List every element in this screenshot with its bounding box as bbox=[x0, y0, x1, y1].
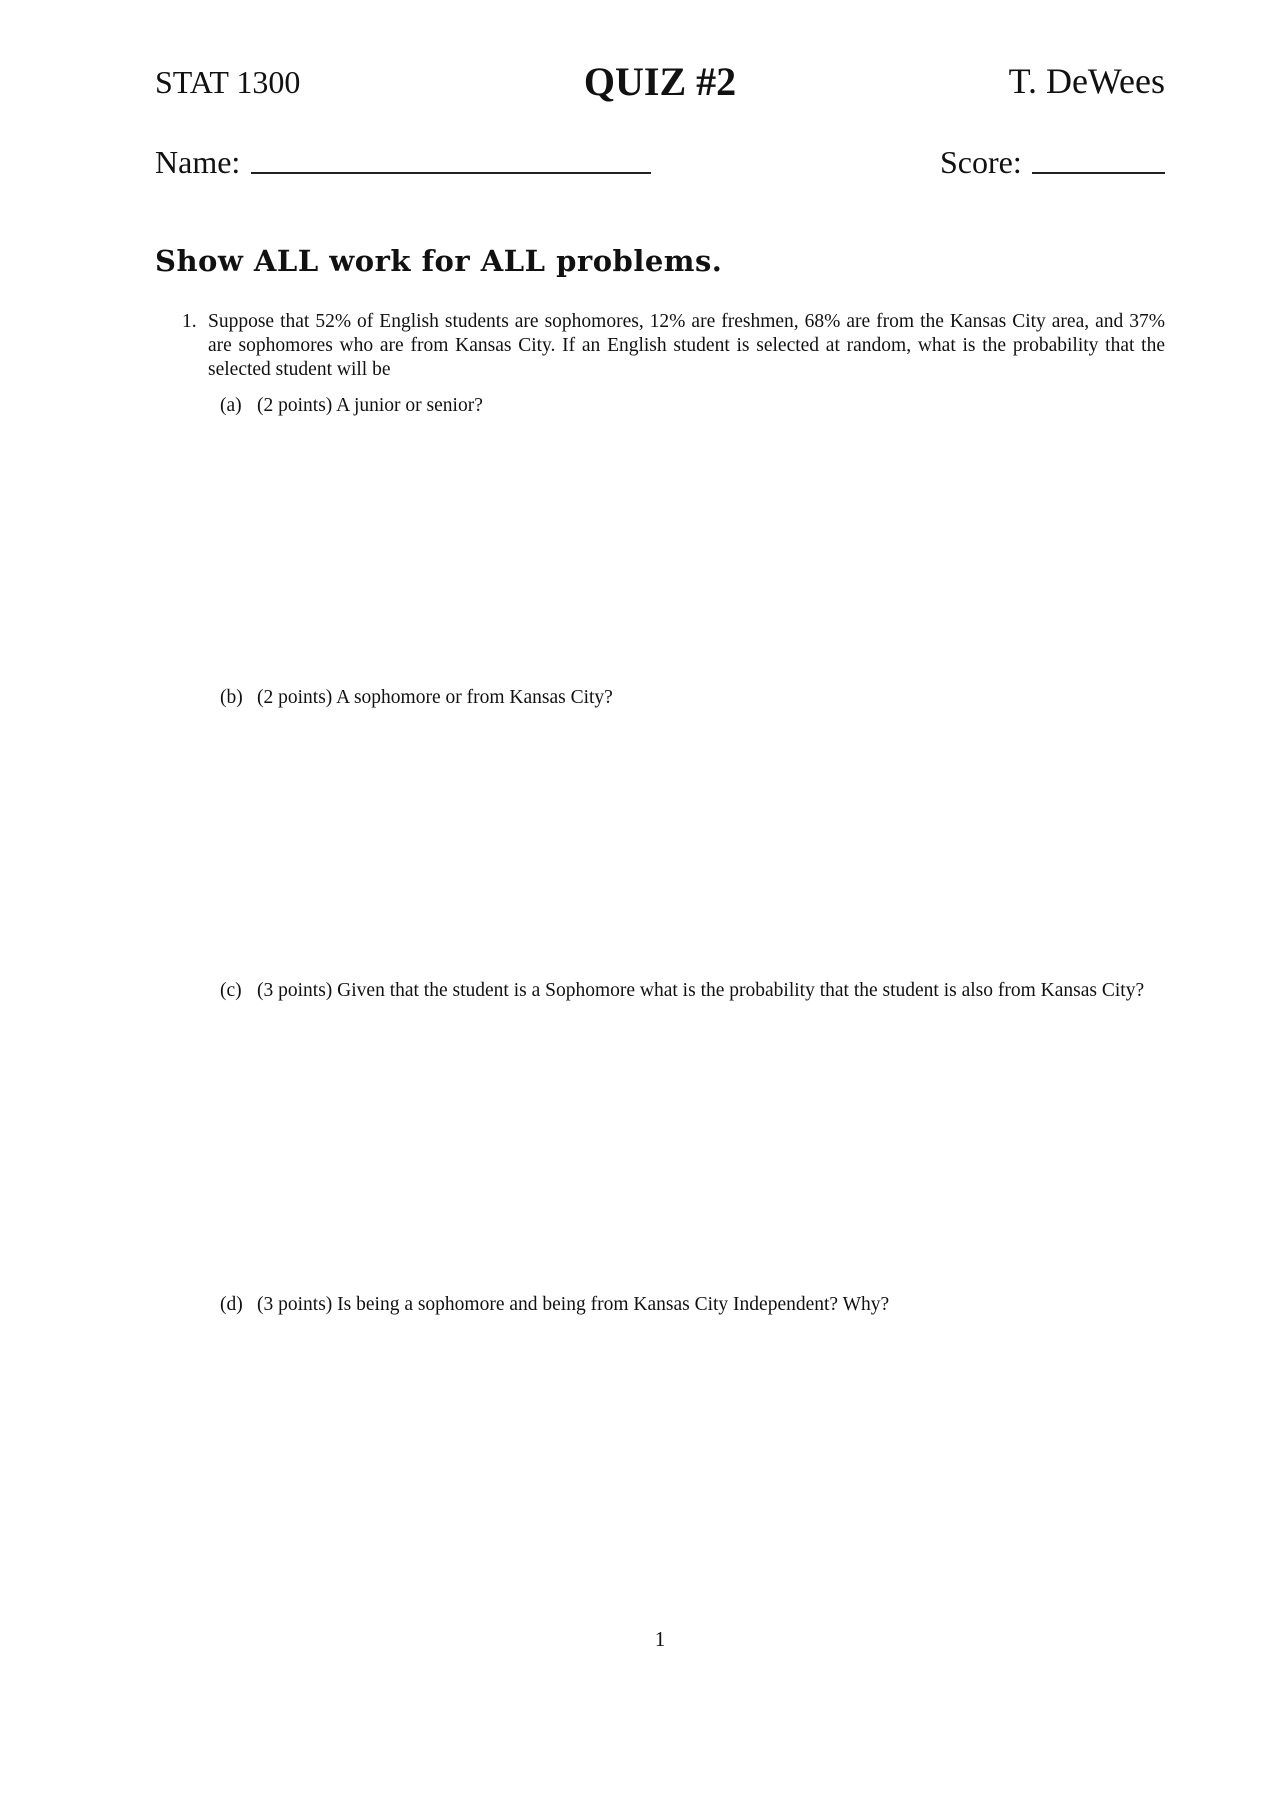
problem-statement: Suppose that 52% of English students are sophomores, 12% are freshmen, 68% are from the Kansas City area, and 37% are sophomores who are from Kansas City. If an English student is selected at random, what is the probability that the selected student will be bbox=[208, 311, 1165, 380]
part-question: (2 points) A sophomore or from Kansas City? bbox=[257, 687, 613, 708]
problem-number: 1. bbox=[182, 311, 197, 332]
score-label: Score: bbox=[940, 144, 1022, 180]
part-label: (a) bbox=[220, 395, 242, 416]
page-number: 1 bbox=[654, 1627, 666, 1651]
part-label: (d) bbox=[220, 1294, 243, 1315]
problem-part-b bbox=[220, 686, 1165, 710]
page-title: QUIZ #2 bbox=[583, 59, 737, 104]
name-blank-line bbox=[251, 172, 651, 174]
part-label: (b) bbox=[220, 687, 243, 708]
problem-part-a bbox=[220, 394, 1165, 418]
score-blank-line bbox=[1032, 172, 1165, 174]
name-label: Name: bbox=[155, 144, 241, 180]
part-question: (2 points) A junior or senior? bbox=[257, 395, 483, 416]
problem-1 bbox=[182, 310, 1165, 382]
instructions-heading: Show ALL work for ALL problems. bbox=[155, 244, 723, 278]
name-score-row bbox=[155, 144, 1165, 184]
instructor-name: T. DeWees bbox=[1008, 61, 1165, 101]
part-question: (3 points) Is being a sophomore and being from Kansas City Independent? Why? bbox=[257, 1294, 890, 1315]
course-code: STAT 1300 bbox=[155, 64, 301, 100]
header bbox=[155, 58, 1165, 108]
part-question: (3 points) Given that the student is a Sophomore what is the probability that the student is also from Kansas City? bbox=[257, 980, 1145, 1001]
part-label: (c) bbox=[220, 980, 242, 1001]
problem-part-d bbox=[220, 1293, 1165, 1317]
problem-part-c bbox=[220, 979, 1165, 1003]
